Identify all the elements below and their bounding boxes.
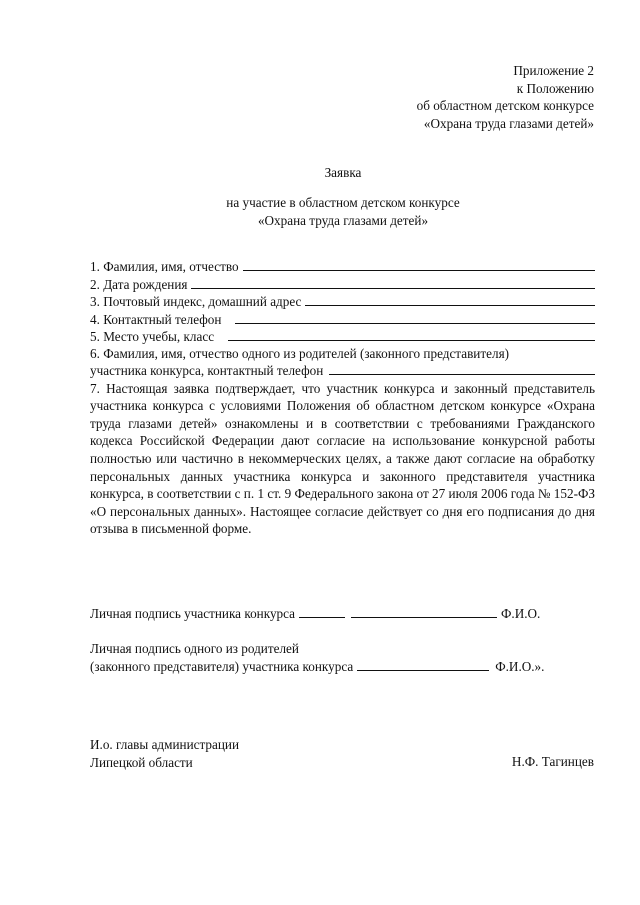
- item-6-blank[interactable]: [329, 362, 595, 375]
- item-6-line-1: 6. Фамилия, имя, отчество одного из родителей (законного представителя): [90, 345, 510, 361]
- item-6-line-2-label: участника конкурса, контактный телефон: [90, 363, 324, 379]
- field-school-blank[interactable]: [228, 328, 595, 341]
- signature-parent-line-2: [90, 658, 595, 676]
- field-birth-date: [90, 276, 595, 294]
- signature-participant-suffix: Ф.И.О.: [501, 606, 541, 621]
- field-school: [90, 328, 595, 346]
- field-phone-blank[interactable]: [235, 311, 595, 324]
- signature-parent: [90, 640, 595, 676]
- appendix-line-2: к Положению: [516, 80, 594, 96]
- signature-parent-line-1: Личная подпись одного из родителей: [90, 641, 299, 656]
- subtitle-line-2: «Охрана труда глазами детей»: [257, 212, 429, 228]
- footer-position: [90, 736, 239, 772]
- document-subtitle: [0, 194, 640, 229]
- appendix-line-1: Приложение 2: [513, 63, 594, 78]
- field-full-name-blank[interactable]: [243, 258, 595, 271]
- field-phone-label: 4. Контактный телефон: [90, 311, 222, 327]
- signature-parent-suffix: Ф.И.О.».: [495, 659, 545, 674]
- signature-participant: [90, 605, 595, 623]
- field-birth-date-blank[interactable]: [191, 276, 595, 289]
- signature-participant-name-blank[interactable]: [351, 605, 497, 618]
- field-school-label: 5. Место учебы, класс: [90, 329, 215, 344]
- application-form: [90, 258, 595, 538]
- signature-participant-blank[interactable]: [299, 605, 345, 618]
- field-address-label: 3. Почтовый индекс, домашний адрес: [90, 294, 302, 309]
- document-title: Заявка: [324, 165, 362, 180]
- field-full-name: [90, 258, 595, 276]
- item-6-line-2: [90, 362, 595, 380]
- item-6-parent: [90, 346, 595, 380]
- footer-position-line-1: И.о. главы администрации: [90, 737, 240, 752]
- signature-parent-label: (законного представителя) участника конкурса: [90, 659, 354, 674]
- field-address-blank[interactable]: [305, 293, 595, 306]
- appendix-header: [417, 62, 594, 132]
- field-full-name-label: 1. Фамилия, имя, отчество: [90, 259, 239, 274]
- footer-position-line-2: Липецкой области: [90, 755, 193, 770]
- appendix-line-4: «Охрана труда глазами детей»: [423, 115, 594, 131]
- field-phone: [90, 311, 595, 329]
- footer-signatory-name: Н.Ф. Тагинцев: [511, 754, 594, 769]
- field-birth-date-label: 2. Дата рождения: [90, 276, 188, 292]
- subtitle-line-1: на участие в областном детском конкурсе: [226, 195, 460, 210]
- signature-participant-label: Личная подпись участника конкурса: [90, 606, 295, 621]
- field-address: [90, 293, 595, 311]
- item-7-consent: 7. Настоящая заявка подтверждает, что участник конкурса и законный представитель участника конкурса с условиями Положения об областном детском конкурсе «Охрана труда глазами детей» ознакомлены и в соответствии с требованиями Гражданского кодекса Российской Федерации дают согласие на использование конкурсной работы полностью или частично в некоммерческих целях, а также дают согласие на обработку персональных данных участника конкурса и законного представителя участника конкурса, в соответствии с п. 1 ст. 9 Федерального закона от 27 июля 2006 года № 152-ФЗ «О персональных данных». Настоящее согласие действует со дня его подписания до дня отзыва в письменной форме.: [90, 380, 595, 537]
- appendix-line-3: об областном детском конкурсе: [416, 98, 594, 113]
- signature-parent-blank[interactable]: [357, 658, 489, 671]
